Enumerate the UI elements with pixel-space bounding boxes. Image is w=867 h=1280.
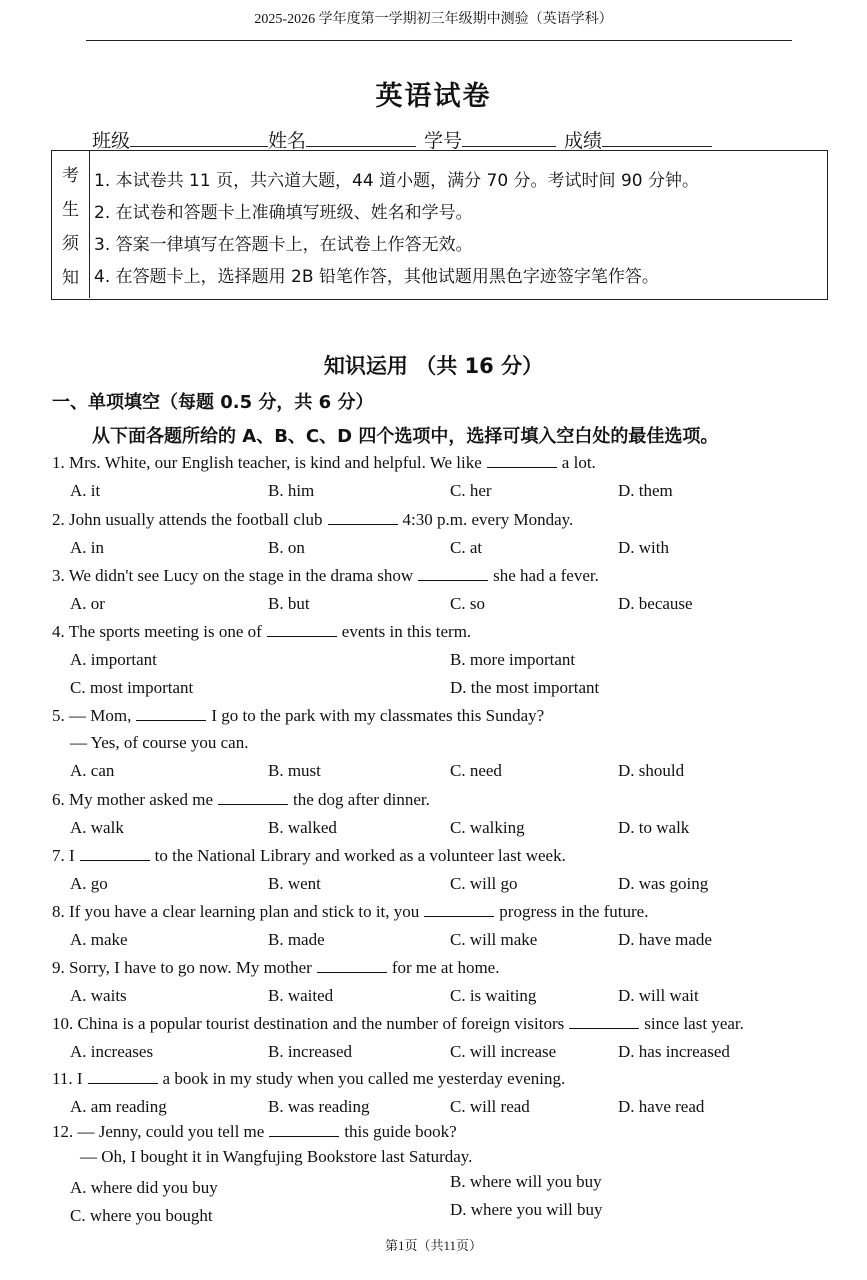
option-b: B. more important xyxy=(450,650,576,669)
notice-label-char: 生 xyxy=(62,200,79,221)
option-d: D. to walk xyxy=(618,818,690,837)
question-text: 5. — Mom, xyxy=(52,706,132,725)
notice-label-char: 考 xyxy=(62,166,79,187)
option-a: A. make xyxy=(70,930,128,949)
question-text: 2. John usually attends the football club xyxy=(52,510,323,529)
question-text: 6. My mother asked me xyxy=(52,790,213,809)
option-b: B. made xyxy=(268,930,325,949)
option-b: B. him xyxy=(268,481,315,500)
option-c: C. need xyxy=(450,761,502,780)
question-text: to the National Library and worked as a volunteer last week. xyxy=(154,846,566,865)
score-field[interactable] xyxy=(602,128,712,147)
answer-blank xyxy=(418,566,488,581)
answer-blank xyxy=(136,706,206,721)
question-stem xyxy=(52,1014,744,1034)
option-d: D. was going xyxy=(618,874,709,893)
option-c: C. is waiting xyxy=(450,986,537,1005)
answer-blank xyxy=(218,790,288,805)
question-text: 7. I xyxy=(52,846,75,865)
question-stem xyxy=(52,622,471,642)
answer-blank xyxy=(569,1014,639,1029)
option-c: C. will read xyxy=(450,1097,530,1116)
notice-label xyxy=(52,151,90,298)
option-a: A. in xyxy=(70,538,104,557)
option-a: A. walk xyxy=(70,818,124,837)
class-label: 班级 xyxy=(92,130,131,152)
question-text: 12. — Jenny, could you tell me xyxy=(52,1122,265,1141)
option-a: A. important xyxy=(70,650,157,669)
name-label: 姓名 xyxy=(268,130,307,152)
part-title: 一、单项填空（每题 0.5 分，共 6 分） xyxy=(52,392,374,413)
question-text: 4. The sports meeting is one of xyxy=(52,622,262,641)
option-d: D. with xyxy=(618,538,669,557)
question-text: 11. I xyxy=(52,1069,83,1088)
option-a: A. increases xyxy=(70,1042,154,1061)
page-header: 2025-2026 学年度第一学期初三年级期中测验（英语学科） xyxy=(254,12,613,27)
notice-label-char: 知 xyxy=(62,267,79,288)
option-b: B. must xyxy=(268,761,321,780)
notice-box xyxy=(51,150,828,300)
option-b: B. increased xyxy=(268,1042,353,1061)
notice-item: 3. 答案一律填写在答题卡上，在试卷上作答无效。 xyxy=(94,235,473,255)
question-text: since last year. xyxy=(644,1014,744,1033)
instruction: 从下面各题所给的 A、B、C、D 四个选项中，选择可填入空白处的最佳选项。 xyxy=(92,426,719,447)
notice-label-char: 须 xyxy=(62,233,79,254)
option-d: D. have read xyxy=(618,1097,705,1116)
exam-title: 英语试卷 xyxy=(375,81,492,112)
option-c: C. so xyxy=(450,594,485,613)
question-text: 4:30 p.m. every Monday. xyxy=(402,510,574,529)
question-text: this guide book? xyxy=(344,1122,457,1141)
option-a: A. am reading xyxy=(70,1097,167,1116)
option-d: D. should xyxy=(618,761,685,780)
option-b: B. was reading xyxy=(268,1097,370,1116)
option-c: C. at xyxy=(450,538,483,557)
option-a: A. go xyxy=(70,874,108,893)
notice-item: 4. 在答题卡上，选择题用 2B 铅笔作答，其他试题用黑色字迹签字笔作答。 xyxy=(94,267,659,287)
option-a: A. waits xyxy=(70,986,127,1005)
question-text: she had a fever. xyxy=(493,566,599,585)
name-field[interactable] xyxy=(306,128,416,147)
question-text: 1. Mrs. White, our English teacher, is kind and helpful. We like xyxy=(52,453,482,472)
notice-item: 1. 本试卷共 11 页，共六道大题，44 道小题，满分 70 分。考试时间 90 分钟。 xyxy=(94,171,699,191)
option-d: D. have made xyxy=(618,930,712,949)
student-id-label: 学号 xyxy=(424,130,463,152)
option-d: D. the most important xyxy=(450,678,600,697)
option-c: C. will make xyxy=(450,930,538,949)
question-text: 10. China is a popular tourist destination and the number of foreign visitors xyxy=(52,1014,565,1033)
option-a: A. it xyxy=(70,481,101,500)
question-stem xyxy=(52,453,596,473)
student-id-field[interactable] xyxy=(462,128,556,147)
question-text: a lot. xyxy=(561,453,596,472)
option-c: C. her xyxy=(450,481,492,500)
score-label: 成绩 xyxy=(564,130,603,152)
question-text: for me at home. xyxy=(391,958,500,977)
option-d: D. will wait xyxy=(618,986,699,1005)
question-stem xyxy=(52,706,544,726)
answer-blank xyxy=(267,622,337,637)
option-b: B. on xyxy=(268,538,305,557)
option-c: C. will increase xyxy=(450,1042,557,1061)
question-stem xyxy=(52,846,566,866)
option-c: C. will go xyxy=(450,874,518,893)
question-text: 8. If you have a clear learning plan and stick to it, you xyxy=(52,902,420,921)
question-text: progress in the future. xyxy=(499,902,649,921)
answer-blank xyxy=(424,902,494,917)
page-footer: 第1页（共11页） xyxy=(384,1238,483,1253)
option-a: A. can xyxy=(70,761,115,780)
option-a: A. or xyxy=(70,594,105,613)
answer-blank xyxy=(269,1122,339,1137)
dialogue-line: — Oh, I bought it in Wangfujing Bookstore last Saturday. xyxy=(80,1147,473,1166)
answer-blank xyxy=(88,1069,158,1084)
question-text: I go to the park with my classmates this Sunday? xyxy=(211,706,545,725)
question-text: events in this term. xyxy=(341,622,472,641)
student-info-row xyxy=(92,126,712,153)
class-field[interactable] xyxy=(130,128,268,147)
option-b: B. walked xyxy=(268,818,337,837)
option-d: D. has increased xyxy=(618,1042,730,1061)
option-c: C. most important xyxy=(70,678,194,697)
question-stem xyxy=(52,790,430,810)
section-title: 知识运用 （共 16 分） xyxy=(323,354,544,378)
option-b: B. where will you buy xyxy=(450,1172,602,1191)
option-a: A. where did you buy xyxy=(70,1178,218,1197)
answer-blank xyxy=(80,846,150,861)
answer-blank xyxy=(317,958,387,973)
answer-blank xyxy=(328,510,398,525)
question-stem xyxy=(52,510,573,530)
header-rule xyxy=(86,40,792,41)
option-c: C. where you bought xyxy=(70,1206,213,1225)
option-d: D. them xyxy=(618,481,673,500)
option-b: B. but xyxy=(268,594,310,613)
question-stem xyxy=(52,958,499,978)
answer-blank xyxy=(487,453,557,468)
notice-items xyxy=(94,165,821,293)
question-stem xyxy=(52,1122,457,1142)
dialogue-line: — Yes, of course you can. xyxy=(70,733,249,752)
question-stem xyxy=(52,902,648,922)
option-d: D. where you will buy xyxy=(450,1200,603,1219)
option-b: B. went xyxy=(268,874,321,893)
question-text: a book in my study when you called me yesterday evening. xyxy=(162,1069,566,1088)
option-b: B. waited xyxy=(268,986,334,1005)
option-c: C. walking xyxy=(450,818,525,837)
notice-item: 2. 在试卷和答题卡上准确填写班级、姓名和学号。 xyxy=(94,203,473,223)
option-d: D. because xyxy=(618,594,693,613)
question-stem xyxy=(52,1069,565,1089)
question-text: 3. We didn't see Lucy on the stage in the drama show xyxy=(52,566,414,585)
question-stem xyxy=(52,566,599,586)
question-text: 9. Sorry, I have to go now. My mother xyxy=(52,958,312,977)
question-text: the dog after dinner. xyxy=(293,790,430,809)
